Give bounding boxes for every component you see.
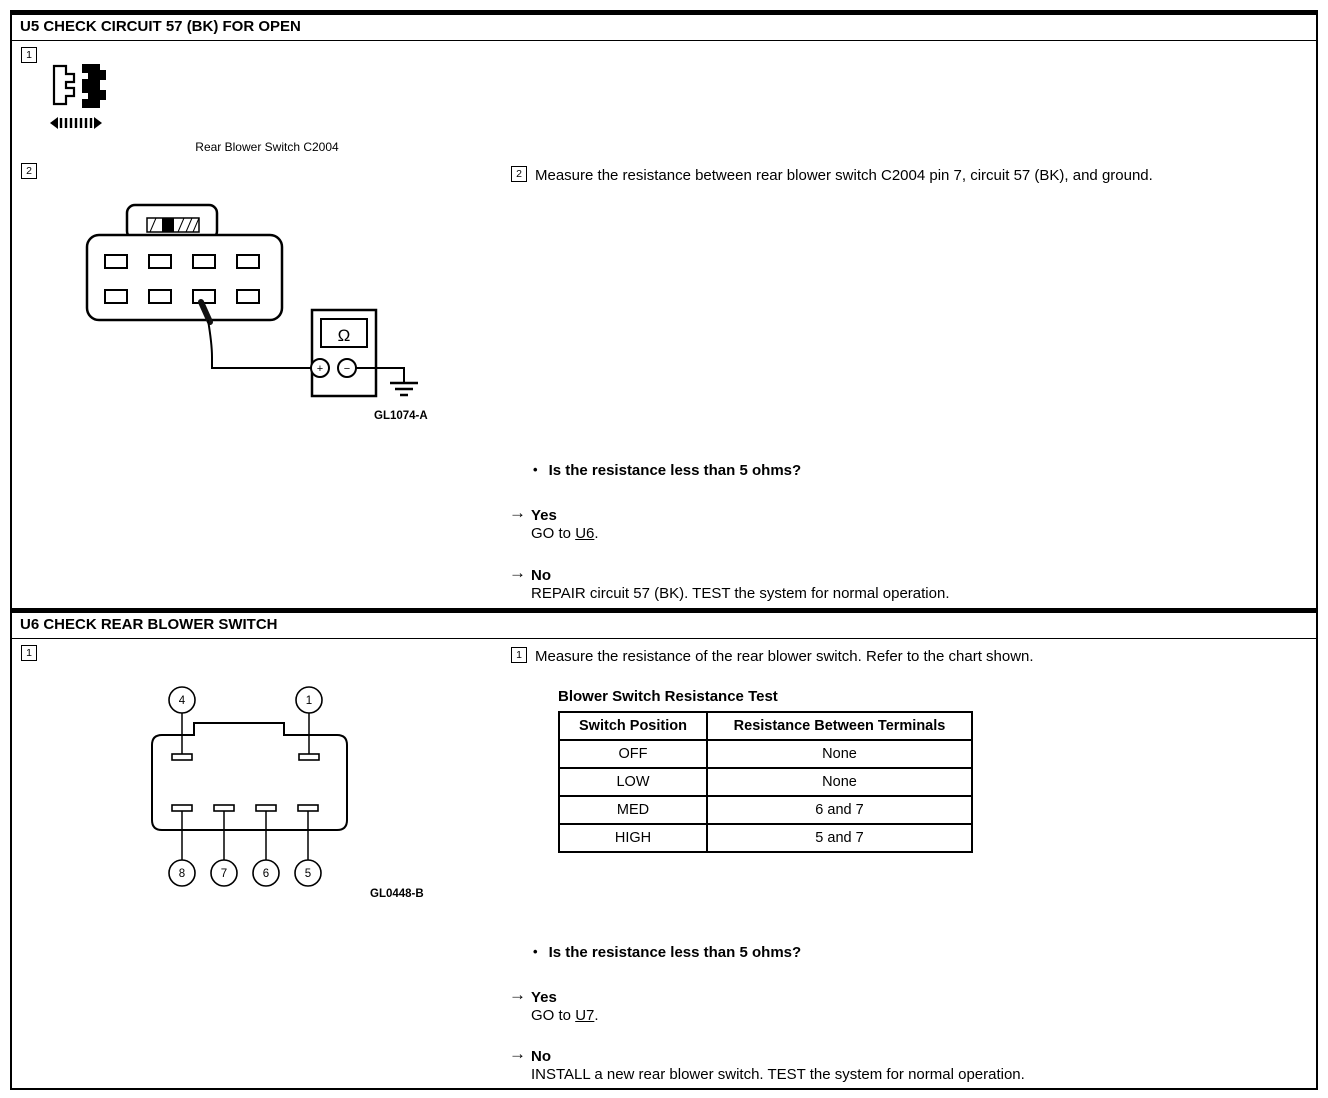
section-u6-title: U6 CHECK REAR BLOWER SWITCH	[20, 616, 278, 633]
u6-question	[533, 944, 801, 961]
u5-question-text: Is the resistance less than 5 ohms?	[548, 462, 802, 479]
table-row: LOW None	[559, 768, 972, 796]
table-header-resistance: Resistance Between Terminals	[707, 712, 972, 740]
u6-step1-instruction: Measure the resistance of the rear blower switch. Refer to the chart shown.	[535, 648, 1034, 665]
u5-step1-number: 1	[26, 49, 32, 61]
link-u7[interactable]: U7	[575, 1007, 595, 1024]
resistance-table	[558, 711, 973, 853]
plus-terminal-label: +	[316, 363, 324, 375]
connector-pair-icon	[44, 60, 122, 140]
resistance-table-title: Blower Switch Resistance Test	[558, 688, 778, 705]
u6-yes-action: GO to U7.	[531, 1007, 599, 1024]
u5-step2-number-box: 2	[511, 166, 527, 182]
connector-right-icon	[82, 64, 106, 108]
resistance-measurement-diagram	[62, 192, 452, 422]
pin-label-1: 1	[305, 695, 313, 707]
pin-label-7: 7	[220, 868, 228, 880]
pin-label-8: 8	[178, 868, 186, 880]
section-u5-title: U5 CHECK CIRCUIT 57 (BK) FOR OPEN	[20, 18, 301, 35]
meter-lead-wire	[208, 320, 311, 368]
table-header-row	[559, 712, 972, 740]
rear-blower-switch-diagram	[132, 682, 402, 902]
u6-step1-number-box: 1	[511, 647, 527, 663]
u6-no-arrow-icon: →	[509, 1044, 526, 1063]
u5-question	[533, 462, 801, 479]
pin-label-6: 6	[262, 868, 270, 880]
connector-body	[87, 235, 282, 320]
u5-figure-caption: Rear Blower Switch C2004	[195, 140, 339, 154]
u6-figure-label: GL0448-B	[370, 888, 424, 900]
bullet-icon: •	[533, 462, 538, 477]
table-row: HIGH 5 and 7	[559, 824, 972, 852]
u5-step1-number-box	[21, 47, 37, 63]
u5-figure-label: GL1074-A	[374, 410, 428, 422]
ohmmeter	[311, 310, 376, 396]
u5-yes-action: GO to U6.	[531, 525, 599, 542]
section-u6-header	[12, 608, 1316, 639]
u5-step2-instruction: Measure the resistance between rear blower switch C2004 pin 7, circuit 57 (BK), and ground.	[535, 167, 1153, 184]
u5-no-action: REPAIR circuit 57 (BK). TEST the system for normal operation.	[531, 585, 950, 602]
pinpoint-test-document	[10, 10, 1318, 1090]
u6-no-label: No	[531, 1048, 551, 1065]
u5-yes-arrow-icon: →	[509, 503, 526, 522]
ohm-symbol: Ω	[337, 326, 351, 345]
u6-yes-arrow-icon: →	[509, 985, 526, 1004]
u5-step2-number-box-left: 2	[21, 163, 37, 179]
pin-label-5: 5	[304, 868, 312, 880]
pin-label-4: 4	[178, 695, 186, 707]
connector-left-icon	[54, 66, 74, 104]
mate-arrow-icon	[50, 117, 58, 129]
minus-terminal-label: −	[343, 363, 351, 375]
bullet-icon: •	[533, 944, 538, 959]
u5-yes-label: Yes	[531, 507, 557, 524]
ground-symbol	[390, 383, 418, 395]
u5-no-label: No	[531, 567, 551, 584]
u6-step1-number-box-left: 1	[21, 645, 37, 661]
u6-yes-label: Yes	[531, 989, 557, 1006]
u6-question-text: Is the resistance less than 5 ohms?	[548, 944, 802, 961]
u6-no-action: INSTALL a new rear blower switch. TEST the system for normal operation.	[531, 1066, 1025, 1083]
link-u6[interactable]: U6	[575, 525, 595, 542]
u5-no-arrow-icon: →	[509, 563, 526, 582]
table-row: MED 6 and 7	[559, 796, 972, 824]
section-u5-header	[12, 10, 1316, 41]
table-row: OFF None	[559, 740, 972, 768]
table-header-switch-position: Switch Position	[559, 712, 707, 740]
